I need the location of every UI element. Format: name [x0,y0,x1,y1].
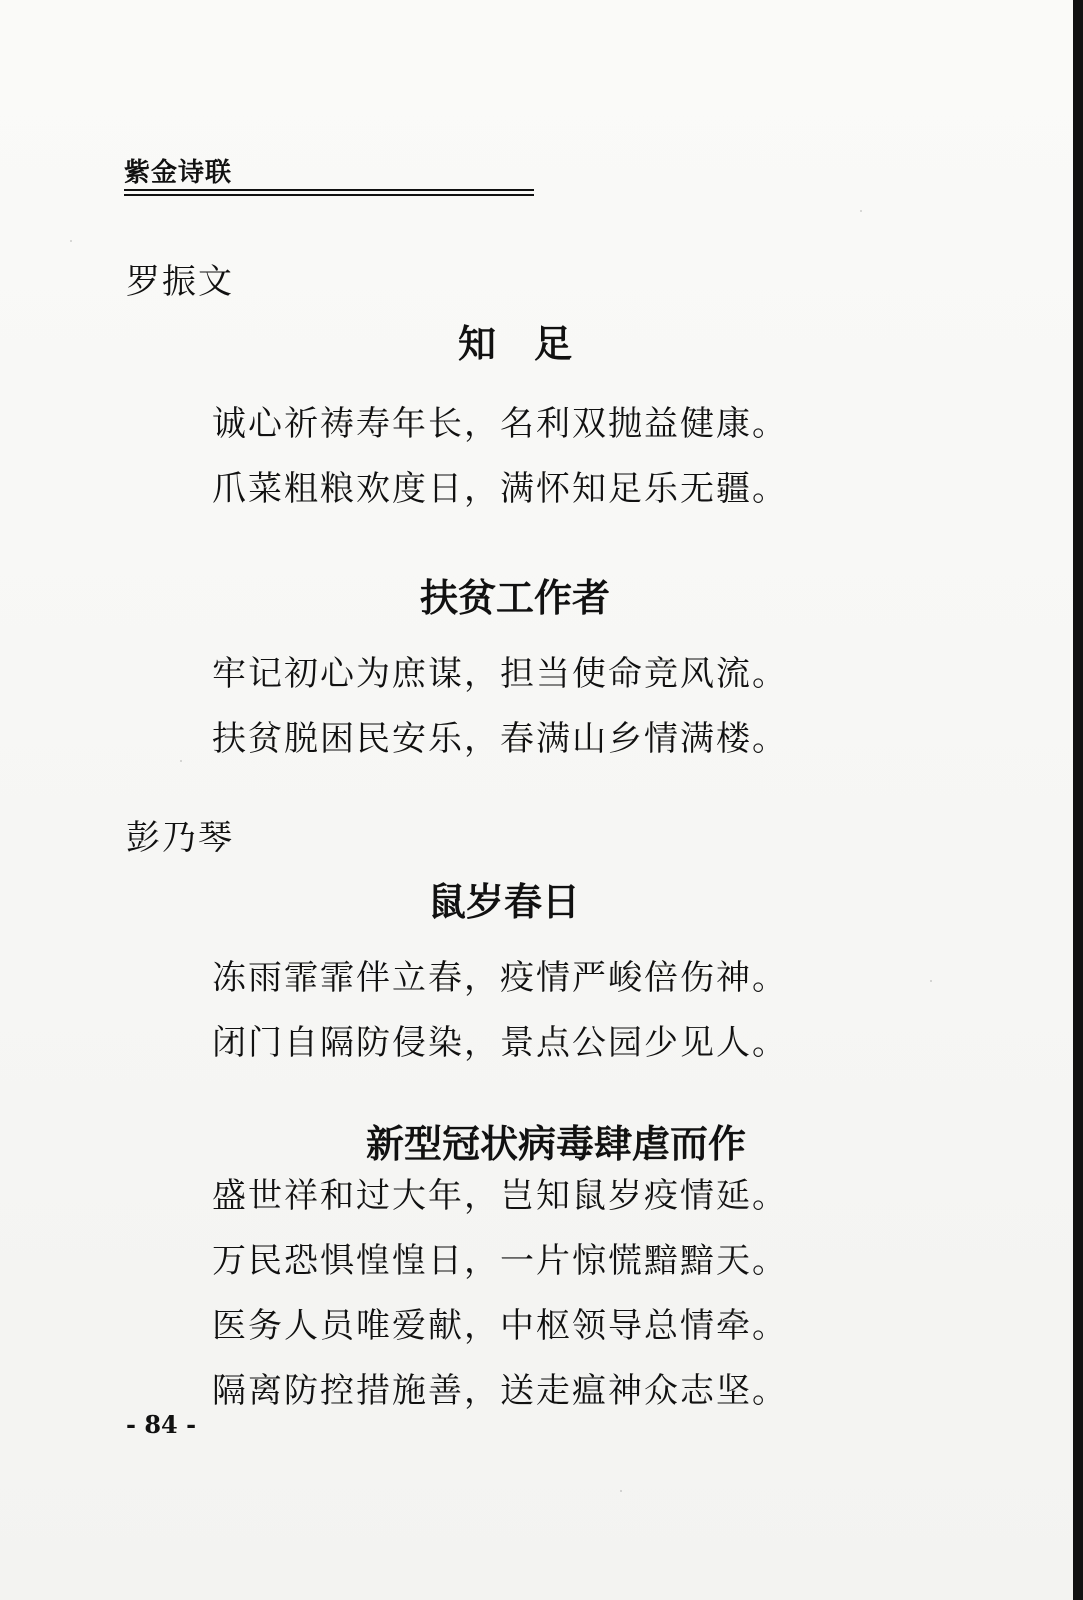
poem-body [212,1164,852,1424]
poem-title: 新型冠状病毒肆虐而作 [366,1121,747,1166]
author-name: 罗振文 [126,262,234,302]
poem-line: 闭门自隔防侵染，景点公园少见人。 [212,1023,788,1063]
poem-body [212,392,852,522]
scan-speck [70,240,72,242]
scan-speck [860,210,862,212]
poem-line: 牢记初心为庶谋，担当使命竞风流。 [212,654,788,694]
poem-line: 盛世祥和过大年，岂知鼠岁疫情延。 [212,1176,788,1216]
header-rule [124,189,534,196]
poem-line: 医务人员唯爱献，中枢领导总情牵。 [212,1306,788,1346]
poem-body [212,642,852,772]
page-number: - 84 - [126,1410,197,1439]
running-header [124,158,544,196]
poem-line: 诚心祈祷寿年长，名利双抛益健康。 [212,404,788,444]
poem-line: 冻雨霏霏伴立春，疫情严峻倍伤神。 [212,958,788,998]
author-name: 彭乃琴 [126,818,234,858]
scan-edge [1073,0,1083,1600]
poem-line: 扶贫脱困民安乐，春满山乡情满楼。 [212,719,788,759]
scan-speck [930,980,932,982]
running-header-title: 紫金诗联 [124,158,233,188]
scan-speck [180,760,182,762]
poem-title: 知 足 [458,321,573,366]
scan-speck [620,1490,622,1492]
poem-title: 扶贫工作者 [420,575,611,620]
poem-body [212,946,852,1076]
poem-line: 隔离防控措施善，送走瘟神众志坚。 [212,1371,788,1411]
poem-line: 爪菜粗粮欢度日，满怀知足乐无疆。 [212,469,788,509]
poem-title: 鼠岁春日 [428,879,581,924]
poem-line: 万民恐惧惶惶日，一片惊慌黯黯天。 [212,1241,788,1281]
